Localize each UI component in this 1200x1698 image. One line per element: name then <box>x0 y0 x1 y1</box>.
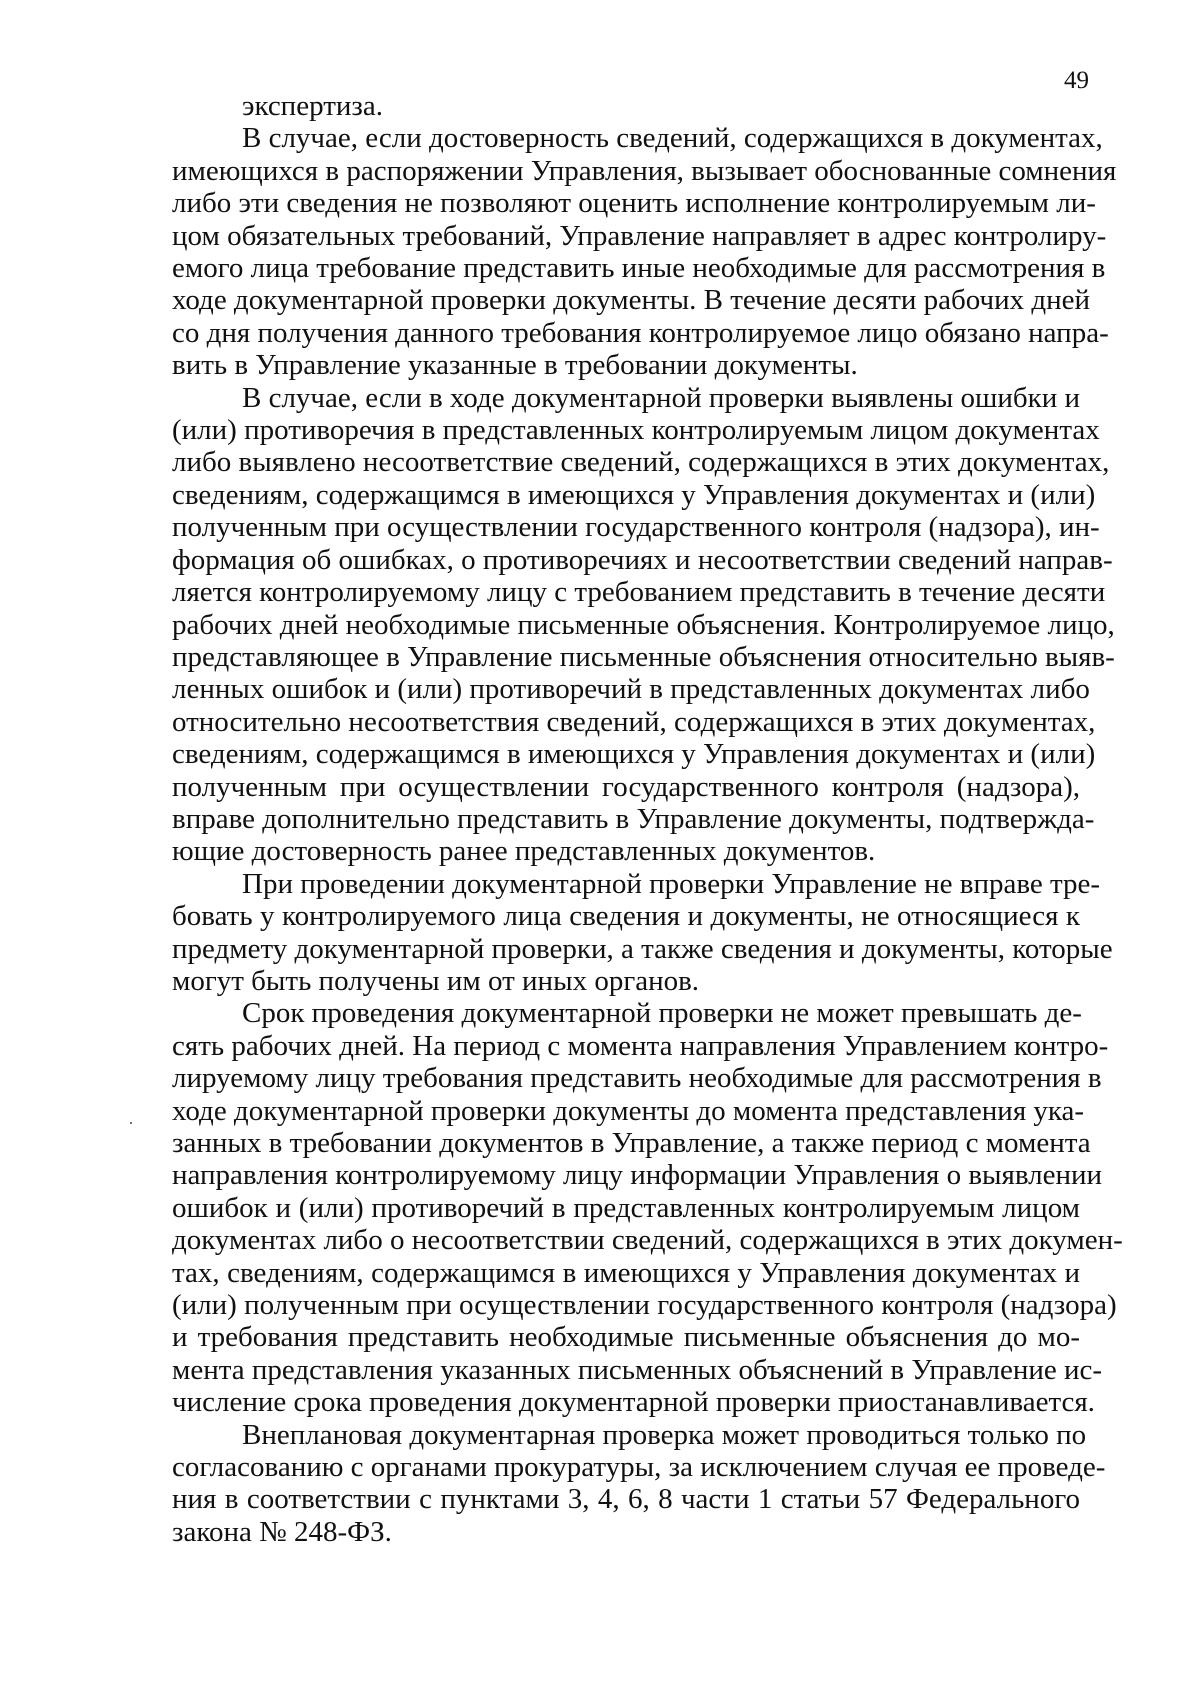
text-line: бовать у контролируемого лица сведения и документы, не относящиеся к <box>172 900 1080 933</box>
text-line: полученным при осуществлении государственного контроля (надзора), <box>172 770 1080 803</box>
text-line: документах либо о несоответствии сведений, содержащихся в этих докумен- <box>172 1224 1123 1257</box>
text-line: либо выявлено несоответствие сведений, содержащихся в этих документах, <box>172 446 1110 479</box>
text-line: закона № 248-ФЗ. <box>172 1515 392 1548</box>
text-line: рабочих дней необходимые письменные объяснения. Контролируемое лицо, <box>172 608 1115 641</box>
text-line: сведениям, содержащимся в имеющихся у Управления документах и (или) <box>172 738 1096 771</box>
text-line: емого лица требование представить иные необходимые для рассмотрения в <box>172 252 1106 285</box>
text-line: Срок проведения документарной проверки не может превышать де- <box>242 997 1082 1030</box>
text-line: При проведении документарной проверки Управление не вправе тре- <box>242 867 1101 900</box>
text-line: ходе документарной проверки документы до момента представления ука- <box>172 1094 1085 1127</box>
text-line: формация об ошибках, о противоречиях и несоответствии сведений направ- <box>172 543 1113 576</box>
text-line: ляется контролируемому лицу с требованием представить в течение десяти <box>172 576 1106 609</box>
text-line: со дня получения данного требования контролируемое лицо обязано напра- <box>172 316 1109 349</box>
text-line: имеющихся в распоряжении Управления, вызывает обоснованные сомнения <box>172 154 1117 187</box>
text-line: сять рабочих дней. На период с момента направления Управлением контро- <box>172 1029 1109 1062</box>
paragraph <box>172 381 1115 868</box>
text-line: согласованию с органами прокуратуры, за исключением случая ее проведе- <box>172 1451 1106 1484</box>
text-line: В случае, если достоверность сведений, содержащихся в документах, <box>242 122 1103 155</box>
text-line: сведениям, содержащимся в имеющихся у Управления документах и (или) <box>172 478 1096 511</box>
page-number: 49 <box>1064 67 1089 94</box>
paragraph <box>172 90 1080 122</box>
text-line: вправе дополнительно представить в Управление документы, подтвержда- <box>172 802 1095 835</box>
text-line: полученным при осуществлении государственного контроля (надзора), ин- <box>172 511 1100 544</box>
text-line: ошибок и (или) противоречий в представленных контролируемым лицом <box>172 1191 1080 1224</box>
document-body <box>172 90 1123 1548</box>
text-line: лируемому лицу требования представить необходимые для рассмотрения в <box>172 1062 1102 1095</box>
paragraph <box>172 1418 1106 1549</box>
text-line: ния в соответствии с пунктами 3, 4, 6, 8 части 1 статьи 57 Федерального <box>172 1483 1080 1516</box>
text-line: ющие достоверность ранее представленных документов. <box>172 835 876 868</box>
paragraph <box>172 997 1123 1419</box>
text-line: числение срока проведения документарной проверки приостанавливается. <box>172 1386 1095 1419</box>
text-line: ленных ошибок и (или) противоречий в представленных документах либо <box>172 673 1090 706</box>
text-line: относительно несоответствия сведений, содержащихся в этих документах, <box>172 705 1096 738</box>
scan-speck <box>130 1122 132 1124</box>
text-line: тах, сведениям, содержащимся в имеющихся у Управления документах и <box>172 1256 1080 1289</box>
text-line: (или) противоречия в представленных контролируемым лицом документах <box>172 414 1100 447</box>
text-line: экспертиза. <box>242 90 383 122</box>
text-line: предмету документарной проверки, а также сведения и документы, которые <box>172 932 1113 965</box>
text-line: представляющее в Управление письменные объяснения относительно выяв- <box>172 640 1115 673</box>
text-line: занных в требовании документов в Управление, а также период с момента <box>172 1127 1091 1159</box>
text-line: могут быть получены им от иных органов. <box>172 964 700 997</box>
text-line: В случае, если в ходе документарной проверки выявлены ошибки и <box>242 381 1081 414</box>
text-line: либо эти сведения не позволяют оценить исполнение контролируемым ли- <box>172 187 1096 220</box>
text-line: цом обязательных требований, Управление направляет в адрес контролиру- <box>172 219 1107 252</box>
text-line: ходе документарной проверки документы. В течение десяти рабочих дней <box>172 284 1091 317</box>
paragraph <box>172 867 1113 998</box>
text-line: (или) полученным при осуществлении государственного контроля (надзора) <box>172 1289 1117 1322</box>
paragraph <box>172 122 1117 382</box>
text-line: вить в Управление указанные в требовании документы. <box>172 349 858 382</box>
text-line: Внеплановая документарная проверка может проводиться только по <box>242 1418 1087 1451</box>
text-line: мента представления указанных письменных объяснений в Управление ис- <box>172 1353 1103 1386</box>
text-line: и требования представить необходимые письменные объяснения до мо- <box>172 1321 1080 1354</box>
text-line: направления контролируемому лицу информации Управления о выявлении <box>172 1159 1103 1192</box>
